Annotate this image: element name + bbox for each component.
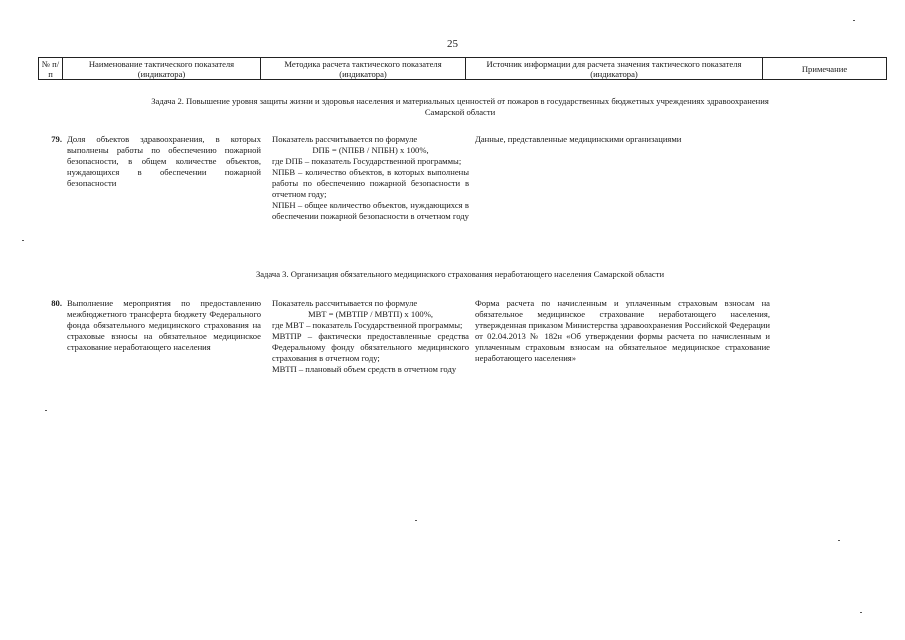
- header-col-source: Источник информации для расчета значения тактического показателя (индикатора): [466, 58, 763, 80]
- row-79-definition-2: NПБВ – количество объектов, в которых выполнены работы по обеспечению пожарной безопасности в отчетном году;: [272, 167, 469, 199]
- task3-title: Задача 3. Организация обязательного медицинского страхования неработающего населения Самарской области: [255, 269, 665, 279]
- row-79-method: [272, 134, 469, 222]
- task2-title: [75, 96, 845, 117]
- row-80-name: Выполнение мероприятия по предоставлению межбюджетного трансферта бюджету Федерального фонда обязательного медицинского страхования на страховые взносы на обязательное медицинское страхование неработающего населения: [67, 298, 261, 352]
- task2-title-line1: Задача 2. Повышение уровня защиты жизни и здоровья населения и материальных ценностей от пожаров в государственных бюджетных учреждениях здравоохранения: [151, 96, 769, 106]
- row-80-method-intro: Показатель рассчитывается по формуле: [272, 298, 418, 308]
- scan-speck: [853, 20, 855, 21]
- row-80-definition-3: МВТП – плановый объем средств в отчетном году: [272, 364, 457, 374]
- header-col-name: Наименование тактического показателя (индикатора): [63, 58, 261, 80]
- row-79-number: 79.: [51, 134, 62, 144]
- row-80-definition-2: МВТПР – фактически предоставленные средства Федеральному фонду обязательного медицинского страхования в отчетном году;: [272, 331, 469, 363]
- row-80-method: [272, 298, 469, 375]
- task2-title-line2: Самарской области: [424, 106, 496, 117]
- row-80-source: Форма расчета по начисленным и уплаченным страховым взносам на обязательное медицинское страхование неработающего населения, утвержденная приказом Министерства здравоохранения Российской Федерации от 02.04.2013 № 182н «Об утверждении формы расчета по начисленным и уплаченным страховым взносам на обязательное медицинское страхование неработающего населения»: [475, 298, 770, 363]
- row-79-definition-3: NПБН – общее количество объектов, нуждающихся в обеспечении пожарной безопасности в отчетном году: [272, 200, 469, 221]
- row-80-definition-1: где МВТ – показатель Государственной программы;: [272, 320, 463, 330]
- row-79-name: Доля объектов здравоохранения, в которых выполнены работы по обеспечению пожарной безопасности, в общем количестве объектов, нуждающихся в обеспечении пожарной безопасности: [67, 134, 261, 188]
- page-number: 25: [447, 38, 458, 50]
- table-header: [38, 57, 887, 80]
- scan-speck: [22, 240, 24, 241]
- header-col-note: Примечание: [763, 58, 887, 80]
- scan-speck: [838, 540, 840, 541]
- row-79-definition-1: где DПБ – показатель Государственной программы;: [272, 156, 462, 166]
- row-80-number: 80.: [51, 298, 62, 308]
- row-79-formula: DПБ = (NПБВ / NПБН) х 100%,: [312, 145, 429, 155]
- header-col-method: Методика расчета тактического показателя (индикатора): [261, 58, 466, 80]
- row-80-formula: МВТ = (МВТПР / МВТП) х 100%,: [307, 309, 434, 319]
- header-col-number: № п/п: [39, 58, 63, 80]
- scan-speck: [860, 612, 862, 613]
- row-79-source: Данные, представленные медицинскими организациями: [475, 134, 682, 144]
- scan-speck: [415, 520, 417, 521]
- scan-speck: [45, 410, 47, 411]
- row-79-method-intro: Показатель рассчитывается по формуле: [272, 134, 418, 144]
